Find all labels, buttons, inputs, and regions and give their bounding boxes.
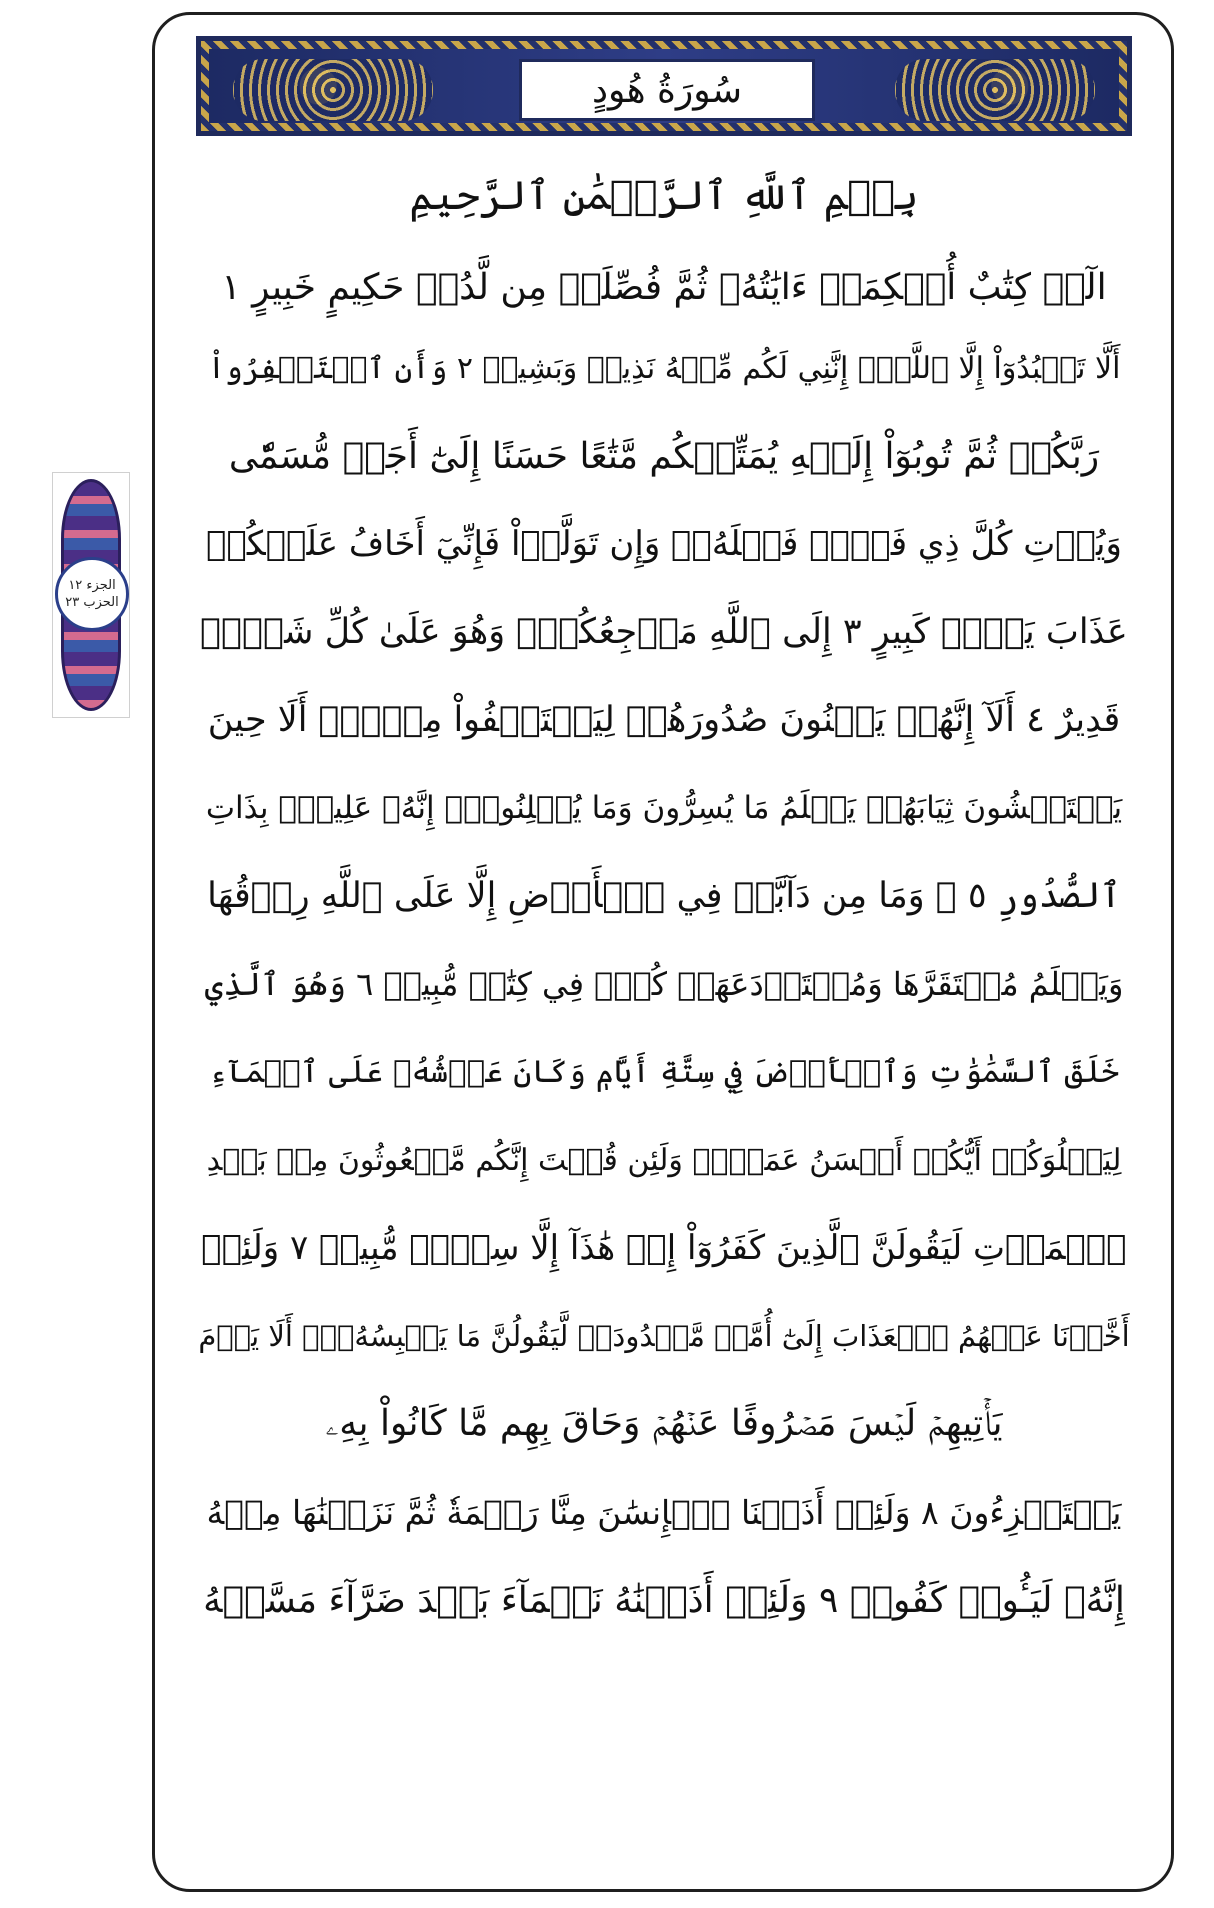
basmala: بِسۡمِ ٱللَّهِ ٱلرَّحۡمَٰنِ ٱلرَّحِيمِ xyxy=(409,173,919,219)
verse-line: رَبَّكُمۡ ثُمَّ تُوبُوٓاْ إِلَيۡهِ يُمَتِّعۡكُم مَّتَٰعًا حَسَنًا إِلَىٰٓ أَجَلٖ مُّسَمّٗى xyxy=(228,435,1100,477)
verse-line: أَلَّا تَعۡبُدُوٓاْ إِلَّا ٱللَّهَۚ إِنَّنِي لَكُم مِّنۡهُ نَذِيرٞ وَبَشِيرٞ ٢ وَأَنِ ٱسۡتَغۡفِرُواْ xyxy=(207,350,1121,386)
juz-label: الجزء ١٢ xyxy=(68,578,116,593)
juz-hizb-marker xyxy=(52,472,130,718)
marker-disc xyxy=(55,557,129,631)
verse-line: يَأۡتِيهِمۡ لَيۡسَ مَصۡرُوفًا عَنۡهُمۡ وَحَاقَ بِهِم مَّا كَانُواْ بِهِۦ xyxy=(325,1403,1003,1444)
verse-line: الٓرۚ كِتَٰبٌ أُحۡكِمَتۡ ءَايَٰتُهُۥ ثُمَّ فُصِّلَتۡ مِن لَّدُنۡ حَكِيمٍ خَبِيرٍ ١ xyxy=(221,266,1107,308)
hizb-label: الحزب ٢٣ xyxy=(65,595,119,610)
verse-line: ٱلصُّدُورِ ٥ ۞ وَمَا مِن دَآبَّةٖ فِي ٱلۡأَرۡضِ إِلَّا عَلَى ٱللَّهِ رِزۡقُهَا xyxy=(207,876,1121,916)
arabesque-ornament-right-icon xyxy=(895,59,1095,121)
banner-ornament-background xyxy=(209,49,1119,123)
verse-line: يَسۡتَغۡشُونَ ثِيَابَهُمۡ يَعۡلَمُ مَا يُسِرُّونَ وَمَا يُعۡلِنُونَۚ إِنَّهُۥ عَلِيمُۢ بِذَاتِ xyxy=(205,790,1123,826)
verse-line: أَخَّرۡنَا عَنۡهُمُ ٱلۡعَذَابَ إِلَىٰٓ أُمَّةٖ مَّعۡدُودَةٖ لَّيَقُولُنَّ مَا يَحۡبِسُهُۥٓۗ أَلَا يَوۡمَ xyxy=(198,1319,1130,1353)
verse-line: عَذَابَ يَوۡمٖ كَبِيرٍ ٣ إِلَى ٱللَّهِ مَرۡجِعُكُمۡۖ وَهُوَ عَلَىٰ كُلِّ شَيۡءٖ xyxy=(200,612,1128,652)
verse-lines xyxy=(196,250,1132,1644)
verse-line: لِيَبۡلُوَكُمۡ أَيُّكُمۡ أَحۡسَنُ عَمَلٗاۗ وَلَئِن قُلۡتَ إِنَّكُم مَّبۡعُوثُونَ مِنۢ بَعۡدِ xyxy=(206,1142,1122,1178)
verse-line: وَيُؤۡتِ كُلَّ ذِي فَضۡلٖ فَضۡلَهُۥۖ وَإِن تَوَلَّوۡاْ فَإِنِّيٓ أَخَافُ عَلَيۡكُمۡ xyxy=(206,524,1122,564)
verse-line: إِنَّهُۥ لَيَـُٔوسٞ كَفُورٞ ٩ وَلَئِنۡ أَذَقۡنَٰهُ نَعۡمَآءَ بَعۡدَ ضَرَّآءَ مَسَّتۡهُ xyxy=(203,1579,1125,1621)
surah-title: سُورَةُ هُودٍ xyxy=(591,69,743,111)
verse-line: ٱلۡمَوۡتِ لَيَقُولَنَّ ٱلَّذِينَ كَفَرُوٓاْ إِنۡ هَٰذَآ إِلَّا سِحۡرٞ مُّبِينٞ ٧ وَلَئِنۡ xyxy=(201,1228,1127,1268)
verse-line: يَسۡتَهۡزِءُونَ ٨ وَلَئِنۡ أَذَقۡنَا ٱلۡإِنسَٰنَ مِنَّا رَحۡمَةٗ ثُمَّ نَزَعۡنَٰهَا مِنۡهُ xyxy=(206,1492,1122,1532)
arabesque-ornament-left-icon xyxy=(233,59,433,121)
surah-title-box xyxy=(519,59,815,121)
surah-banner xyxy=(196,36,1132,136)
verse-line: وَيَعۡلَمُ مُسۡتَقَرَّهَا وَمُسۡتَوۡدَعَهَاۚ كُلّٞ فِي كِتَٰبٖ مُّبِينٖ ٦ وَهُوَ ٱلَّذِي xyxy=(204,965,1124,1003)
verse-line: خَلَقَ ٱلسَّمَٰوَٰتِ وَٱلۡأَرۡضَ فِي سِتَّةِ أَيَّامٖ وَكَانَ عَرۡشُهُۥ عَلَى ٱلۡمَآءِ xyxy=(208,1054,1120,1090)
verse-line: قَدِيرٌ ٤ أَلَآ إِنَّهُمۡ يَثۡنُونَ صُدُورَهُمۡ لِيَسۡتَخۡفُواْ مِنۡهُۚ أَلَا حِينَ xyxy=(207,700,1121,740)
